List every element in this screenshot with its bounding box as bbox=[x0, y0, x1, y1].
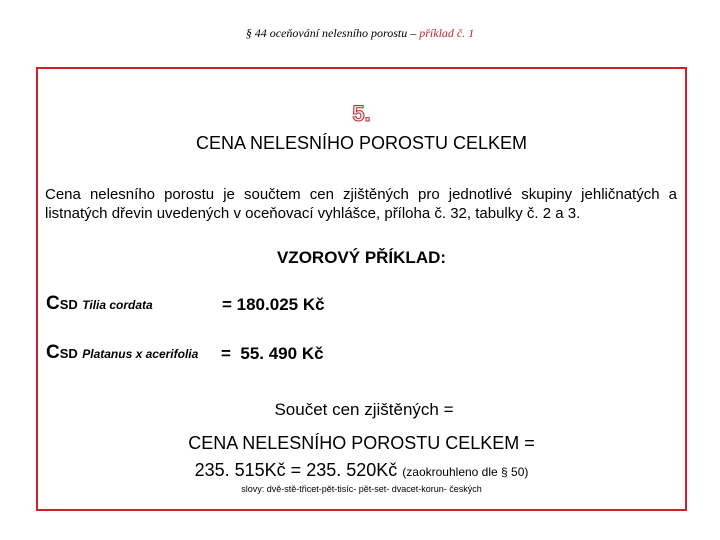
amount-in-words: slovy: dvě-stě-třicet-pět-tisíc- pět-set- dvacet-korun- českých bbox=[241, 484, 482, 494]
summary-amount: 235. 515Kč = 235. 520Kč bbox=[194, 460, 398, 480]
example-row-1-value: = 180.025 Kč bbox=[222, 295, 325, 314]
example-title: VZOROVÝ PŘÍKLAD: bbox=[276, 248, 447, 267]
section-number: 5. bbox=[352, 101, 371, 126]
example-row-2-value: = 55. 490 Kč bbox=[221, 344, 324, 363]
section-title: CENA NELESNÍHO POROSTU CELKEM bbox=[195, 133, 528, 153]
page-header bbox=[0, 26, 720, 41]
species-name: Platanus x acerifolia bbox=[82, 347, 199, 361]
sd-subscript: SD bbox=[59, 297, 78, 312]
summary-line-3 bbox=[38, 460, 685, 481]
c-symbol: C bbox=[46, 342, 60, 363]
c-symbol: C bbox=[46, 293, 60, 314]
example-row-1-label bbox=[46, 293, 153, 315]
sd-subscript: SD bbox=[59, 346, 78, 361]
example-row-2-label bbox=[46, 342, 198, 364]
header-text: § 44 oceňování nelesního porostu – bbox=[245, 26, 420, 40]
content-frame bbox=[36, 67, 687, 511]
summary-line-2: CENA NELESNÍHO POROSTU CELKEM = bbox=[188, 433, 535, 453]
species-name: Tilia cordata bbox=[82, 298, 153, 312]
section-paragraph: Cena nelesního porostu je součtem cen zjištěných pro jednotlivé skupiny jehličnatých a listnatých dřevin uvedených v oceňovací vyhlášce, příloha č. 32, tabulky č. 2 a 3. bbox=[45, 186, 677, 222]
rounding-note: (zaokrouhleno dle § 50) bbox=[402, 465, 529, 479]
summary-line-1: Součet cen zjištěných = bbox=[274, 400, 454, 419]
header-accent-text: příklad č. 1 bbox=[419, 26, 475, 40]
